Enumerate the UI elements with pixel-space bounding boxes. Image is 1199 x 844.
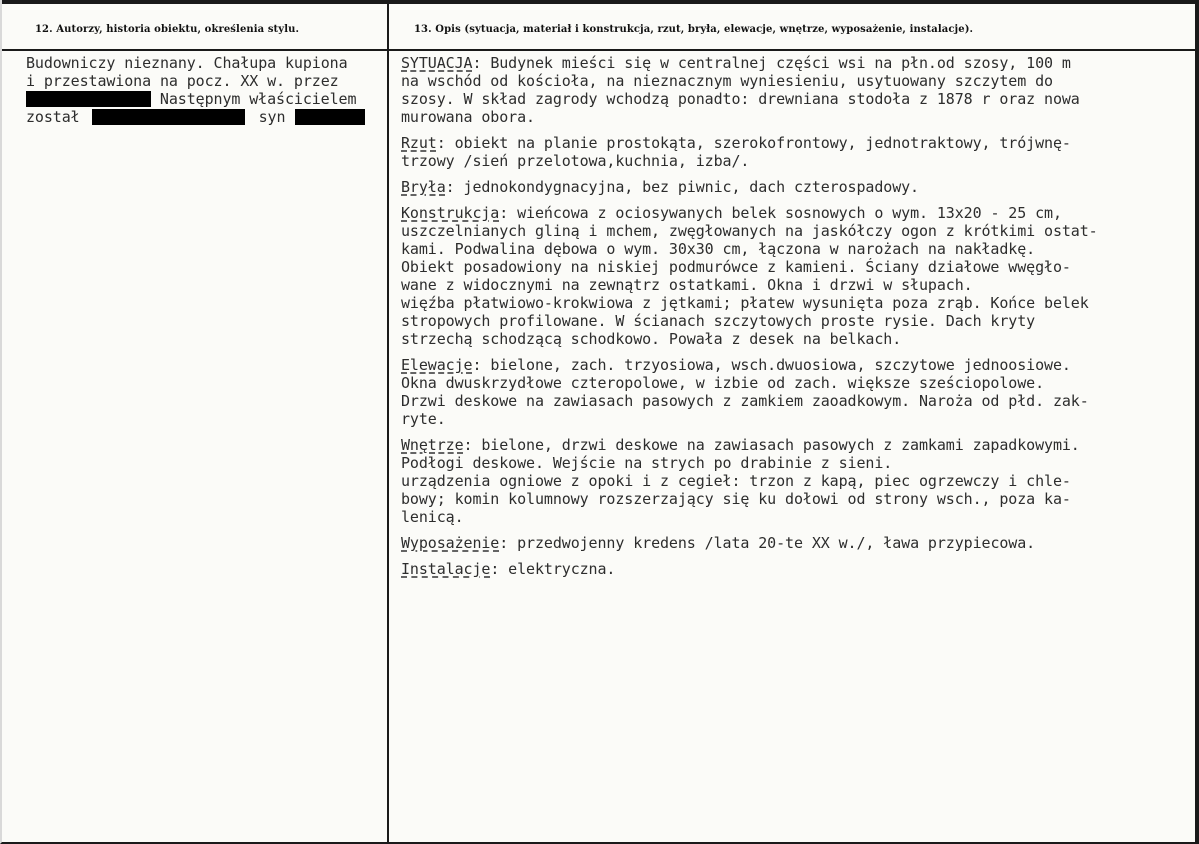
section-12-header: 12. Autorzy, historia obiektu, określenia stylu. [35, 24, 300, 35]
text-line-segment: : przedwojenny kredens /lata 20-te XX w./, ława przypiecowa. [499, 534, 1036, 552]
text-line-segment: : elektryczna. [490, 560, 616, 578]
text-line: wane z widocznymi na zewnątrz ostatkami. Okna i drzwi w słupach. [401, 276, 973, 294]
redaction-box [92, 109, 245, 125]
section-label-instalacje: Instalacje [401, 560, 491, 578]
text-line: ryte. [401, 410, 446, 428]
redaction-box [26, 91, 151, 107]
text-line-segment: Następnym właścicielem [151, 90, 357, 108]
section-label-konstrukcja: Konstrukcja [401, 204, 500, 222]
text-line-segment: został [26, 108, 80, 126]
text-line: kami. Podwalina dębowa o wym. 30x30 cm, łączona w narożach na nakładkę. [401, 240, 1036, 258]
redaction-box [295, 109, 365, 125]
text-line: lenicą. [401, 508, 464, 526]
section-label-wyposazenie: Wyposażenie [401, 534, 500, 552]
text-line [26, 90, 388, 108]
section-label-bryla: Bryła [401, 178, 446, 196]
section-label-elewacje: Elewacje [401, 356, 473, 374]
section-label-wnetrze: Wnętrze [401, 436, 464, 454]
text-line [401, 560, 1191, 578]
text-line: bowy; komin kolumnowy rozszerzający się ku dołowi od strony wsch., poza ka- [401, 490, 1071, 508]
text-line: Okna dwuskrzydłowe czteropolowe, w izbie od zach. większe sześciopolowe. [401, 374, 1045, 392]
text-line [401, 356, 1191, 374]
text-line: szosy. W skład zagrody wchodzą ponadto: drewniana stodoła z 1878 r oraz nowa [401, 90, 1080, 108]
section-label-rzut: Rzut [401, 134, 437, 152]
text-line-segment: : bielone, zach. trzyosiowa, wsch.dwuosiowa, szczytowe jednoosiowe. [472, 356, 1071, 374]
text-line-segment: : jednokondygnacyjna, bez piwnic, dach czterospadowy. [445, 178, 919, 196]
text-line: i przestawiona na pocz. XX w. przez [26, 72, 339, 90]
top-border [2, 0, 1195, 4]
text-line [401, 178, 1191, 196]
text-line: więźba płatwiowo-krokwiowa z jętkami; płatew wysunięta poza zrąb. Końce belek [401, 294, 1089, 312]
text-line-segment: syn [258, 108, 286, 126]
header-divider [2, 49, 1195, 51]
text-line-segment: : Budynek mieści się w centralnej części wsi na płn.od szosy, 100 m [472, 54, 1071, 72]
text-line [26, 108, 388, 126]
text-line: stropowych profilowane. W ścianach szczytowych proste rysie. Dach kryty [401, 312, 1036, 330]
text-line: Budowniczy nieznany. Chałupa kupiona [26, 54, 348, 72]
column-divider [387, 0, 389, 842]
text-line-segment: : wieńcowa z ociosywanych belek sosnowych o wym. 13x20 - 25 cm, [499, 204, 1062, 222]
text-line: urządzenia ogniowe z opoki i z cegieł: trzon z kapą, piec ogrzewczy i chle- [401, 472, 1071, 490]
history-text [26, 54, 388, 126]
text-line-segment: : bielone, drzwi deskowe na zawiasach pasowych z zamkami zapadkowymi. [463, 436, 1080, 454]
section-13-header: 13. Opis (sytuacja, materiał i konstrukcja, rzut, bryła, elewacje, wnętrze, wyposażenie, instalacje). [414, 24, 974, 35]
text-line [401, 204, 1191, 222]
text-line: murowana obora. [401, 108, 535, 126]
text-line [401, 54, 1191, 72]
text-line [401, 134, 1191, 152]
section-label-sytuacja: SYTUACJA [401, 54, 473, 72]
text-line: uszczelnianych gliną i mchem, zwęgłowanych na jaskółczy ogon z krótkimi ostat- [401, 222, 1098, 240]
text-line-segment: : obiekt na planie prostokąta, szerokofrontowy, jednotraktowy, trójwnę- [436, 134, 1071, 152]
text-line: Drzwi deskowe na zawiasach pasowych z zamkiem zaoadkowym. Naroża od płd. zak- [401, 392, 1089, 410]
text-line: Podłogi deskowe. Wejście na strych po drabinie z sieni. [401, 454, 893, 472]
text-line: trzowy /sień przelotowa,kuchnia, izba/. [401, 152, 750, 170]
text-line: Obiekt posadowiony na niskiej podmurówce z kamieni. Ściany działowe wwęgło- [401, 258, 1071, 276]
text-line: strzechą schodzącą schodkowo. Powała z desek na belkach. [401, 330, 902, 348]
description-text [401, 54, 1191, 578]
text-line [401, 436, 1191, 454]
text-line: na wschód od kościoła, na nieznacznym wyniesieniu, usytuowany szczytem do [401, 72, 1053, 90]
text-line [401, 534, 1191, 552]
